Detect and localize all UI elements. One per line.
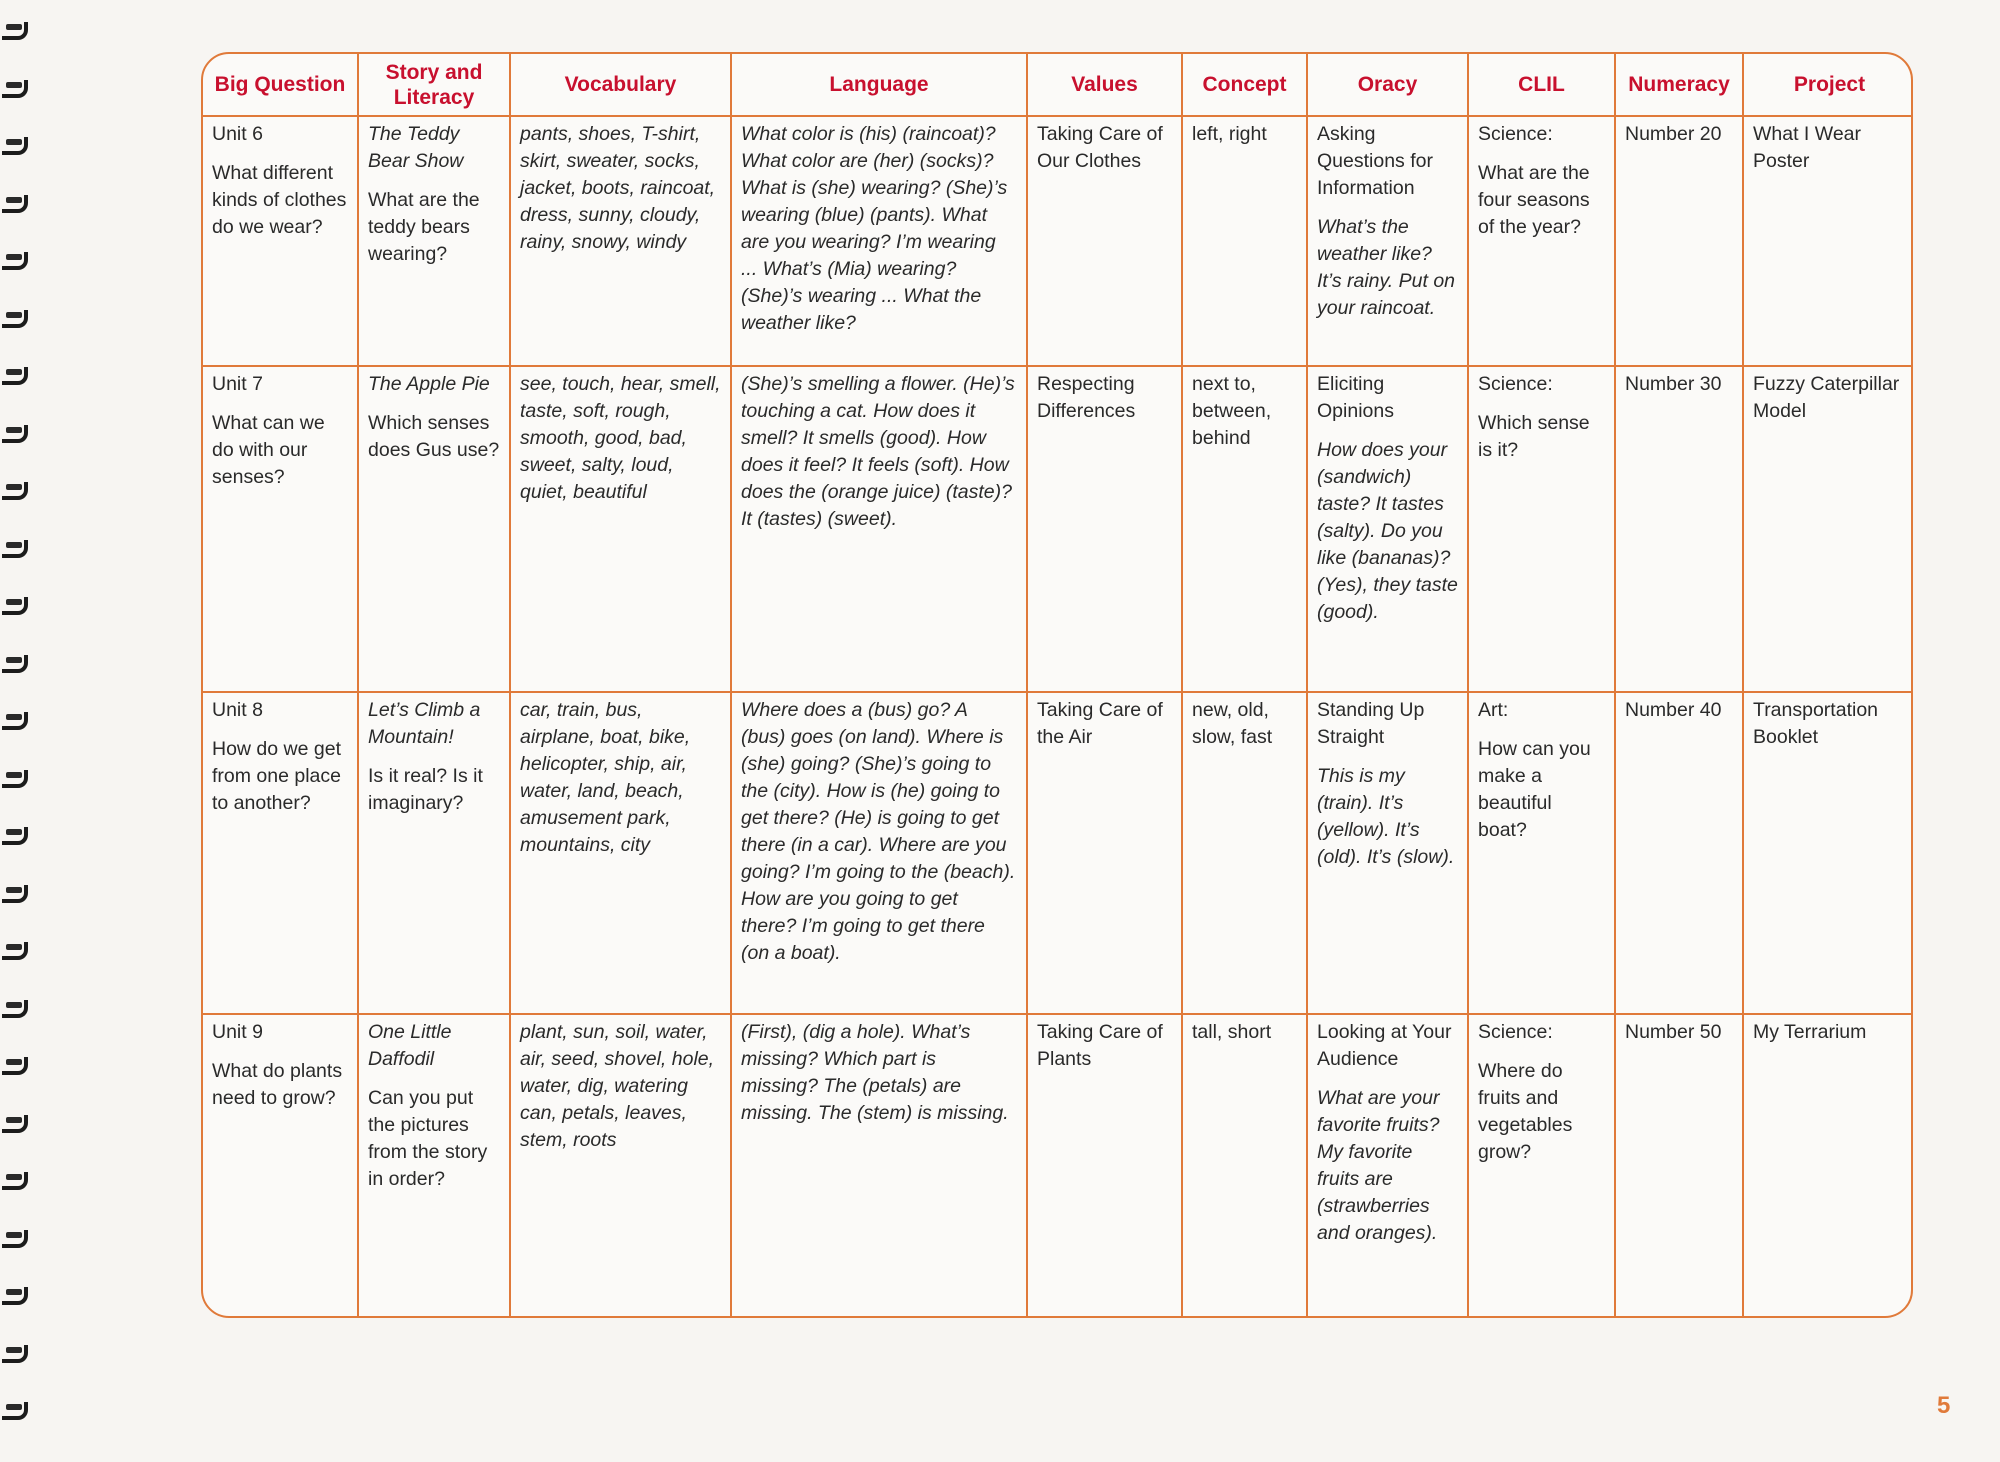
oracy-title: Standing Up Straight: [1317, 699, 1425, 748]
story-cell: [358, 116, 510, 366]
story-cell: [358, 1014, 510, 1316]
table-row: [203, 1014, 1913, 1316]
header-project: Project: [1743, 54, 1913, 116]
clil-cell: [1468, 366, 1615, 692]
binding-ring: [2, 597, 28, 615]
concept-cell: new, old, slow, fast: [1182, 692, 1307, 1014]
concept-cell: tall, short: [1182, 1014, 1307, 1316]
oracy-title: Eliciting Opinions: [1317, 373, 1394, 422]
big-question-cell: [203, 1014, 358, 1316]
vocabulary-cell: plant, sun, soil, water, air, seed, shovel, hole, water, dig, watering can, petals, leaves, stem, roots: [510, 1014, 731, 1316]
binding-ring: [2, 1345, 28, 1363]
unit-label: Unit 9: [212, 1021, 263, 1043]
story-question: Is it real? Is it imaginary?: [368, 765, 483, 814]
numeracy-cell: Number 40: [1615, 692, 1743, 1014]
header-values: Values: [1027, 54, 1182, 116]
vocabulary-cell: see, touch, hear, smell, taste, soft, rough, smooth, good, bad, sweet, salty, loud, quiet, beautiful: [510, 366, 731, 692]
clil-cell: [1468, 116, 1615, 366]
table-row: [203, 692, 1913, 1014]
vocabulary-cell: car, train, bus, airplane, boat, bike, helicopter, ship, air, water, land, beach, amusement park, mountains, city: [510, 692, 731, 1014]
project-cell: Transportation Booklet: [1743, 692, 1913, 1014]
project-cell: Fuzzy Caterpillar Model: [1743, 366, 1913, 692]
header-language: Language: [731, 54, 1027, 116]
story-question: What are the teddy bears wearing?: [368, 189, 480, 265]
oracy-cell: [1307, 692, 1468, 1014]
oracy-cell: [1307, 116, 1468, 366]
story-cell: [358, 692, 510, 1014]
big-question-text: What do plants need to grow?: [212, 1060, 343, 1109]
binding-ring: [2, 22, 28, 40]
oracy-example: What are your favorite fruits? My favorite fruits are (strawberries and oranges).: [1317, 1087, 1440, 1244]
concept-cell: left, right: [1182, 116, 1307, 366]
values-cell: Taking Care of the Air: [1027, 692, 1182, 1014]
story-title: The Apple Pie: [368, 373, 490, 395]
numeracy-cell: Number 50: [1615, 1014, 1743, 1316]
header-row: [203, 54, 1913, 116]
clil-subject: Science:: [1478, 373, 1553, 395]
clil-subject: Science:: [1478, 1021, 1553, 1043]
header-concept: Concept: [1182, 54, 1307, 116]
unit-label: Unit 6: [212, 123, 263, 145]
big-question-text: What different kinds of clothes do we wear?: [212, 162, 347, 238]
binding-ring: [2, 1402, 28, 1420]
header-oracy: Oracy: [1307, 54, 1468, 116]
project-cell: What I Wear Poster: [1743, 116, 1913, 366]
unit-label: Unit 7: [212, 373, 263, 395]
story-title: One Little Daffodil: [368, 1021, 452, 1070]
clil-question: Where do fruits and vegetables grow?: [1478, 1060, 1573, 1163]
header-numeracy: Numeracy: [1615, 54, 1743, 116]
binding-ring: [2, 195, 28, 213]
clil-cell: [1468, 692, 1615, 1014]
curriculum-table: [203, 54, 1913, 1316]
binding-ring: [2, 1115, 28, 1133]
binding-ring: [2, 425, 28, 443]
oracy-cell: [1307, 1014, 1468, 1316]
big-question-cell: [203, 116, 358, 366]
clil-subject: Science:: [1478, 123, 1553, 145]
binding-ring: [2, 310, 28, 328]
binding-ring: [2, 367, 28, 385]
binding-ring: [2, 1287, 28, 1305]
values-cell: Taking Care of Plants: [1027, 1014, 1182, 1316]
binding-ring: [2, 540, 28, 558]
header-vocabulary: Vocabulary: [510, 54, 731, 116]
binding-ring: [2, 1230, 28, 1248]
clil-question: What are the four seasons of the year?: [1478, 162, 1590, 238]
binding-ring: [2, 942, 28, 960]
spiral-binding: [0, 0, 36, 1462]
unit-label: Unit 8: [212, 699, 263, 721]
binding-ring: [2, 252, 28, 270]
binding-ring: [2, 137, 28, 155]
big-question-text: What can we do with our senses?: [212, 412, 325, 488]
binding-ring: [2, 1000, 28, 1018]
language-cell: Where does a (bus) go? A (bus) goes (on land). Where is (she) going? (She)’s going to the (city). How is (he) going to get there? (He) is going to get there (in a car). Where are you going? I’m going to the (beach). How are you going to get there? I’m going to get there (on a boat).: [731, 692, 1027, 1014]
big-question-cell: [203, 366, 358, 692]
big-question-text: How do we get from one place to another?: [212, 738, 341, 814]
binding-ring: [2, 482, 28, 500]
table-row: [203, 366, 1913, 692]
binding-ring: [2, 80, 28, 98]
oracy-example: This is my (train). It’s (yellow). It’s (old). It’s (slow).: [1317, 765, 1455, 868]
clil-cell: [1468, 1014, 1615, 1316]
story-title: Let’s Climb a Mountain!: [368, 699, 481, 748]
values-cell: Taking Care of Our Clothes: [1027, 116, 1182, 366]
project-cell: My Terrarium: [1743, 1014, 1913, 1316]
story-question: Can you put the pictures from the story in order?: [368, 1087, 488, 1190]
oracy-title: Looking at Your Audience: [1317, 1021, 1452, 1070]
language-cell: What color is (his) (raincoat)? What color are (her) (socks)? What is (she) wearing? (She)’s wearing (blue) (pants). What are you wearing? I’m wearing ... What’s (Mia) wearing? (She)’s wearing ... What the weather like?: [731, 116, 1027, 366]
binding-ring: [2, 827, 28, 845]
curriculum-table-frame: [201, 52, 1913, 1318]
header-big-question: Big Question: [203, 54, 358, 116]
vocabulary-cell: pants, shoes, T-shirt, skirt, sweater, socks, jacket, boots, raincoat, dress, sunny, cloudy, rainy, snowy, windy: [510, 116, 731, 366]
binding-ring: [2, 770, 28, 788]
language-cell: (First), (dig a hole). What’s missing? Which part is missing? The (petals) are missing. The (stem) is missing.: [731, 1014, 1027, 1316]
big-question-cell: [203, 692, 358, 1014]
story-cell: [358, 366, 510, 692]
binding-ring: [2, 1172, 28, 1190]
numeracy-cell: Number 30: [1615, 366, 1743, 692]
page-number: 5: [1937, 1392, 1951, 1419]
clil-subject: Art:: [1478, 699, 1509, 721]
oracy-title: Asking Questions for Information: [1317, 123, 1433, 199]
binding-ring: [2, 655, 28, 673]
story-question: Which senses does Gus use?: [368, 412, 500, 461]
table-row: [203, 116, 1913, 366]
binding-ring: [2, 712, 28, 730]
story-title: The Teddy Bear Show: [368, 123, 464, 172]
language-cell: (She)’s smelling a flower. (He)’s touching a cat. How does it smell? It smells (good). How does it feel? It feels (soft). How does the (orange juice) (taste)? It (tastes) (sweet).: [731, 366, 1027, 692]
clil-question: Which sense is it?: [1478, 412, 1590, 461]
clil-question: How can you make a beautiful boat?: [1478, 738, 1591, 841]
numeracy-cell: Number 20: [1615, 116, 1743, 366]
values-cell: Respecting Differences: [1027, 366, 1182, 692]
header-clil: CLIL: [1468, 54, 1615, 116]
header-story-and-literacy: Story and Literacy: [358, 54, 510, 116]
oracy-example: What’s the weather like? It’s rainy. Put on your raincoat.: [1317, 216, 1456, 319]
concept-cell: next to, between, behind: [1182, 366, 1307, 692]
oracy-cell: [1307, 366, 1468, 692]
binding-ring: [2, 885, 28, 903]
oracy-example: How does your (sandwich) taste? It tastes (salty). Do you like (bananas)? (Yes), they taste (good).: [1317, 439, 1458, 623]
binding-ring: [2, 1057, 28, 1075]
